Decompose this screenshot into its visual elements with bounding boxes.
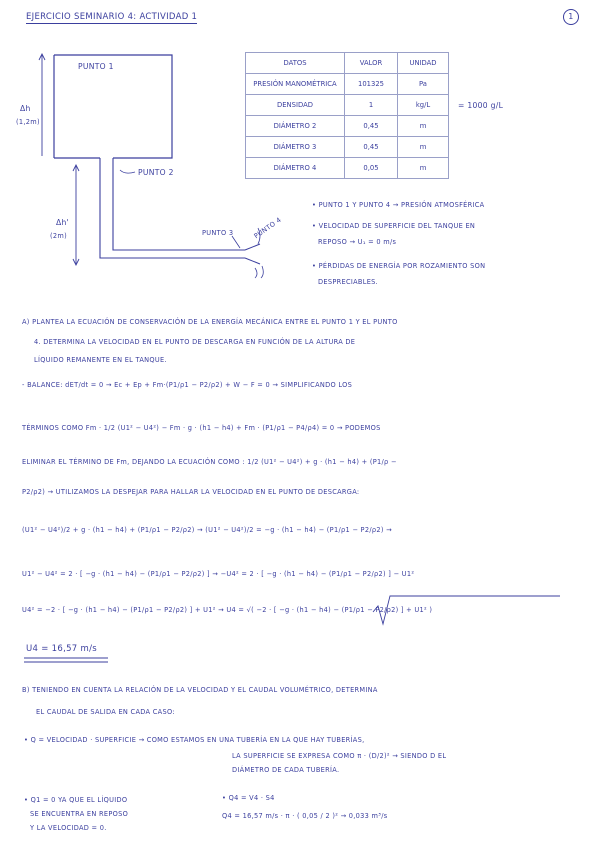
table-cell: 0,45 [345, 116, 398, 137]
table-cell: PRESIÓN MANOMÉTRICA [246, 74, 345, 95]
punto3-label: PUNTO 3 [202, 229, 234, 237]
table-row [246, 158, 449, 179]
table-header: UNIDAD [398, 53, 449, 74]
dh2-value: (2m) [50, 232, 67, 240]
part-b-line: LA SUPERFICIE SE EXPRESA COMO π · (D/2)² → SIENDO D EL [232, 752, 447, 760]
tank-label: PUNTO 1 [78, 62, 114, 71]
table-header: DATOS [246, 53, 345, 74]
page-title: EJERCICIO SEMINARIO 4: ACTIVIDAD 1 [26, 12, 198, 22]
part-a-line: - BALANCE: dET/dt = 0 → Ec + Ep + Fm·(P1/ρ1 − P2/ρ2) + W − F = 0 → SIMPLIFICANDO LOS [22, 381, 353, 389]
table-cell: Pa [398, 74, 449, 95]
part-a-line: U4² = −2 · [ −g · (h1 − h4) − (P1/ρ1 − P2/ρ2) ] + U1² → U4 = √( −2 · [ −g · (h1 − h4) − (P1/ρ1 − P2/ρ2) ] + U1² ) [22, 606, 433, 614]
part-a-line: (U1² − U4²)/2 + g · (h1 − h4) + (P1/ρ1 − P2/ρ2) → (U1² − U4²)/2 = −g · (h1 − h4) − (P1/ρ1 − P2/ρ2) → [22, 526, 392, 534]
table-row [246, 137, 449, 158]
part-a-line: ELIMINAR EL TÉRMINO DE Fm, DEJANDO LA ECUACIÓN COMO : 1/2 (U1² − U4²) + g · (h1 − h4) + (P1/ρ − [22, 458, 397, 466]
dh2-label: Δh' [56, 218, 69, 227]
part-a-line: P2/ρ2) → UTILIZAMOS LA DESPEJAR PARA HALLAR LA VELOCIDAD EN EL PUNTO DE DESCARGA: [22, 488, 360, 496]
table-cell: DIÁMETRO 4 [246, 158, 345, 179]
table-cell: kg/L [398, 95, 449, 116]
part-b-line: EL CAUDAL DE SALIDA EN CADA CASO: [36, 708, 175, 716]
table-header: VALOR [345, 53, 398, 74]
part-a-line: U1² − U4² = 2 · [ −g · (h1 − h4) − (P1/ρ1 − P2/ρ2) ] → −U4² = 2 · [ −g · (h1 − h4) − (P1/ρ1 − P2/ρ2) ] − U1² [22, 570, 415, 578]
part-b-right: Q4 = 16,57 m/s · π · ( 0,05 / 2 )² → 0,033 m³/s [222, 812, 388, 820]
density-conversion: = 1000 g/L [458, 101, 504, 110]
note-line: • PUNTO 1 Y PUNTO 4 → PRESIÓN ATMOSFÉRICA [312, 201, 485, 209]
table-cell: 1 [345, 95, 398, 116]
table-row [246, 116, 449, 137]
table-cell: 101325 [345, 74, 398, 95]
punto2-label: PUNTO 2 [138, 168, 174, 177]
table-row [246, 74, 449, 95]
data-table [245, 52, 449, 179]
part-b-line: DIÁMETRO DE CADA TUBERÍA. [232, 766, 340, 774]
dh1-label: Δh [20, 104, 31, 113]
table-cell: DIÁMETRO 2 [246, 116, 345, 137]
part-a-line: LÍQUIDO REMANENTE EN EL TANQUE. [34, 356, 167, 364]
table-cell: DIÁMETRO 3 [246, 137, 345, 158]
table-cell: m [398, 116, 449, 137]
note-line: REPOSO → U₁ = 0 m/s [318, 238, 397, 246]
table-header-row [246, 53, 449, 74]
table-cell: m [398, 158, 449, 179]
punto4-label: PUNTO 4 [252, 215, 283, 241]
part-a-line: 4. DETERMINA LA VELOCIDAD EN EL PUNTO DE DESCARGA EN FUNCIÓN DE LA ALTURA DE [34, 338, 356, 346]
part-b-left: • Q1 = 0 YA QUE EL LÍQUIDO [24, 796, 128, 804]
part-b-left: SE ENCUENTRA EN REPOSO [30, 810, 129, 818]
page-number: 1 [563, 9, 579, 25]
table-row [246, 95, 449, 116]
part-a-line: A) PLANTEA LA ECUACIÓN DE CONSERVACIÓN DE LA ENERGÍA MECÁNICA ENTRE EL PUNTO 1 Y EL PUNTO [22, 318, 398, 326]
part-b-right: • Q4 = V4 · S4 [222, 794, 275, 802]
table-cell: 0,45 [345, 137, 398, 158]
part-a-line: TÉRMINOS COMO Fm · 1/2 (U1² − U4²) − Fm · g · (h1 − h4) + Fm · (P1/ρ1 − P4/ρ4) = 0 → PODEMOS [22, 424, 381, 432]
table-cell: DENSIDAD [246, 95, 345, 116]
part-a-result: U4 = 16,57 m/s [26, 644, 97, 654]
note-line: • VELOCIDAD DE SUPERFICIE DEL TANQUE EN [312, 222, 476, 230]
part-b-line: B) TENIENDO EN CUENTA LA RELACIÓN DE LA VELOCIDAD Y EL CAUDAL VOLUMÉTRICO, DETERMINA [22, 686, 378, 694]
table-cell: 0,05 [345, 158, 398, 179]
note-line: • PÉRDIDAS DE ENERGÍA POR ROZAMIENTO SON [312, 262, 486, 270]
part-b-line: • Q = VELOCIDAD · SUPERFICIE → COMO ESTAMOS EN UNA TUBERÍA EN LA QUE HAY TUBERÍAS, [24, 736, 365, 744]
part-b-left: Y LA VELOCIDAD = 0. [30, 824, 107, 832]
table-cell: m [398, 137, 449, 158]
note-line: DESPRECIABLES. [318, 278, 379, 286]
dh1-value: (1,2m) [16, 118, 40, 126]
